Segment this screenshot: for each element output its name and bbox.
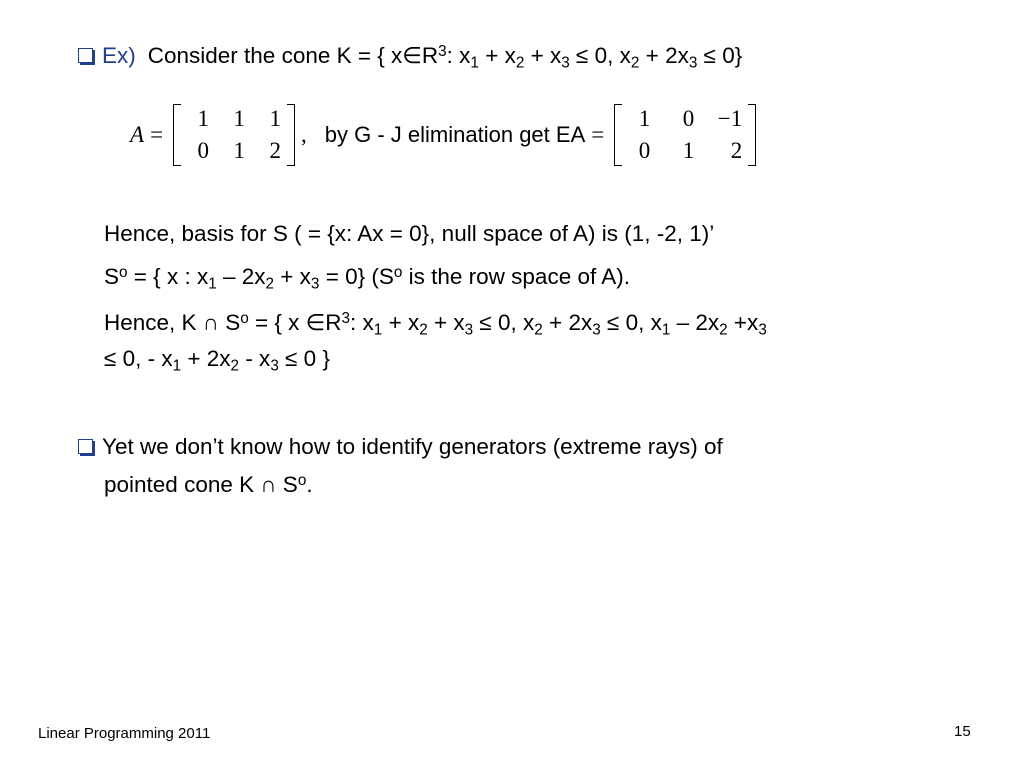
row-space-definition: $S^o$ = { x : $x_1 - 2x_2 + x_3 = 0$} ($S^o$ is the row space of A). [104,264,630,293]
null-space-basis: Hence, basis for S ( = {x: Ax = 0}, null space of A) is (1, -2, 1)’ [104,221,715,246]
footer-title: Linear Programming 2011 [38,725,211,742]
matrix-a: 1 1 1 0 1 2 [173,104,295,166]
checkbox-bullet-icon [78,439,93,454]
intersection-definition: Hence, K ∩ $S^o$ = { x $\in R^3$: $x_1 + x_2 + x_3 \le 0$, $x_2 + 2x_3 \le 0$, $x_1 - 2x_2 +x_3$ [104,310,767,339]
matrix-a-label: A [130,122,145,147]
matrix-ea: 1 0 −1 0 1 2 [614,104,756,166]
second-bullet-cont: pointed cone K ∩ $S^o$. [104,472,313,497]
intersection-definition-cont: ≤ 0, - $x_1 + 2x_2 - x_3 \le 0$ } [104,346,330,375]
elimination-text: by G - J elimination get EA [324,122,586,147]
second-bullet: Yet we don’t know how to identify generators (extreme rays) of [78,433,723,461]
page-number: 15 [954,723,971,740]
matrix-equation: A = 1 1 1 0 1 2 , by G - J elimination get EA = 1 0 −1 0 1 2 [130,104,762,166]
example-label: Ex) [102,43,136,68]
checkbox-bullet-icon [78,48,93,63]
slide-heading: Ex) Consider the cone K = { $x\in R^3$: $x_1 + x_2 + x_3 \le 0$, $x_2 + 2x_3 \le 0$} [78,42,742,70]
